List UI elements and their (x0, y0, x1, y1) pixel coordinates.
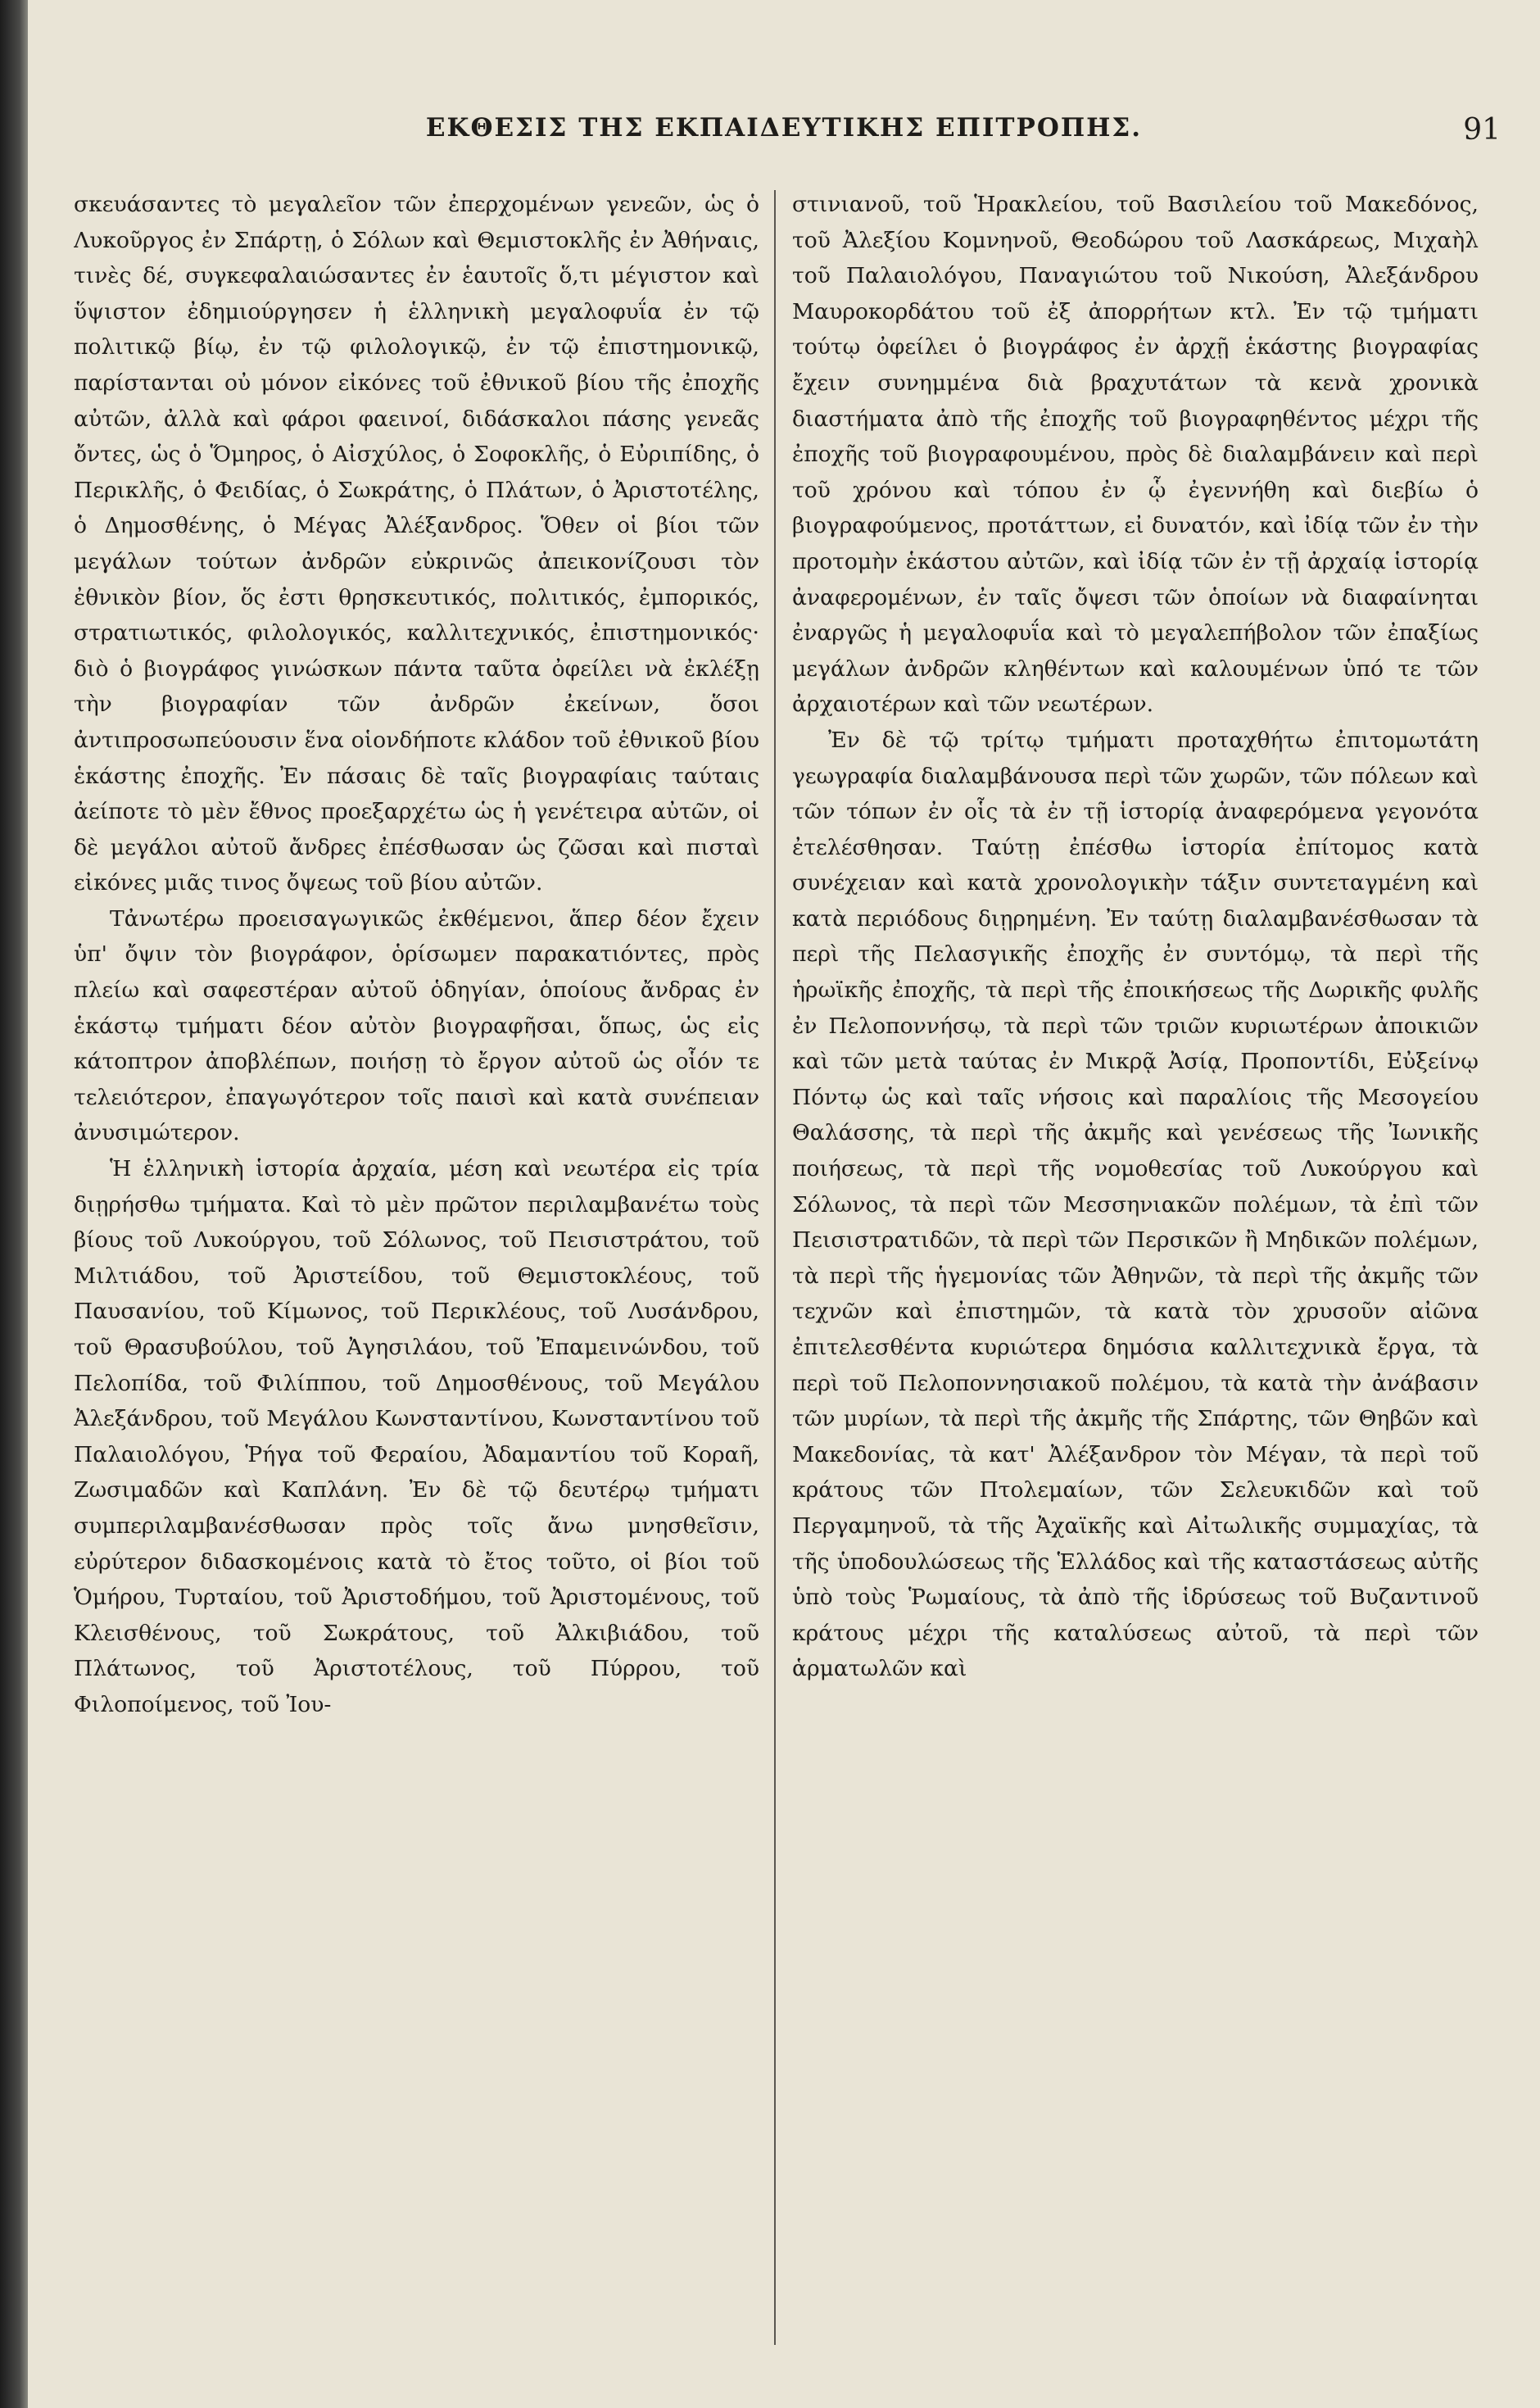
right-paragraph-2: Ἐν δὲ τῷ τρίτῳ τμήματι προταχθήτω ἐπιτομωτάτη γεωγραφία διαλαμβάνουσα περὶ τῶν χωρῶν, τῶν πόλεων καὶ τῶν τόπων ἐν οἷς τὰ ἐν τῇ ἱστορίᾳ ἀναφερόμενα γεγονότα ἐτελέσθησαν. Ταύτῃ ἐπέσθω ἱστορία ἐπίτομος κατὰ συνέχειαν καὶ κατὰ χρονολογικὴν τάξιν συντεταγμένη καὶ κατὰ περιόδους διῃρημένη. Ἐν ταύτῃ διαλαμβανέσθωσαν τὰ περὶ τῆς Πελασγικῆς ἐποχῆς ἐν συντόμῳ, τὰ περὶ τῆς ἡρωϊκῆς ἐποχῆς, τὰ περὶ τῆς ἐποικήσεως τῆς Δωρικῆς φυλῆς ἐν Πελοποννήσῳ, τὰ περὶ τῶν τριῶν κυριωτέρων ἀποικιῶν καὶ τῶν μετὰ ταύτας ἐν Μικρᾷ Ἀσίᾳ, Προποντίδι, Εὐξείνῳ Πόντῳ ὡς καὶ ταῖς νήσοις καὶ παραλίοις τῆς Μεσογείου Θαλάσσης, τὰ περὶ τῆς ἀκμῆς καὶ γενέσεως τῆς Ἰωνικῆς ποιήσεως, τὰ περὶ τῆς νομοθεσίας τοῦ Λυκούργου καὶ Σόλωνος, τὰ περὶ τῶν Μεσσηνιακῶν πολέμων, τὰ ἐπὶ τῶν Πεισιστρατιδῶν, τὰ περὶ τῶν Περσικῶν ἢ Μηδικῶν πολέμων, τὰ περὶ τῆς ἡγεμονίας τῶν Ἀθηνῶν, τὰ περὶ τῆς ἀκμῆς τῶν τεχνῶν καὶ ἐπιστημῶν, τὰ κατὰ τὸν χρυσοῦν αἰῶνα ἐπιτελεσθέντα κυριώτερα δημόσια καλλιτεχνικὰ ἔργα, τὰ περὶ τοῦ Πελοποννησιακοῦ πολέμου, τὰ κατὰ τὴν ἀνάβασιν τῶν μυρίων, τὰ περὶ τῆς ἀκμῆς τῆς Σπάρτης, τῶν Θηβῶν καὶ Μακεδονίας, τὰ κατ' Ἀλέξανδρον τὸν Μέγαν, τὰ περὶ τοῦ κράτους τῶν Πτολεμαίων, τῶν Σελευκιδῶν καὶ τοῦ Περγαμηνοῦ, τὰ τῆς Ἀχαϊκῆς καὶ Αἰτωλικῆς συμμαχίας, τὰ τῆς ὑποδουλώσεως τῆς Ἑλλάδος καὶ τῆς καταστάσεως αὐτῆς ὑπὸ τοὺς Ῥωμαίους, τὰ ἀπὸ τῆς ἱδρύσεως τοῦ Βυζαντινοῦ κράτους μέχρι τῆς καταλύσεως αὐτοῦ, τὰ περὶ τῶν ἁρματωλῶν καὶ (792, 727, 1479, 1682)
right-paragraph-1: στινιανοῦ, τοῦ Ἡρακλείου, τοῦ Βασιλείου τοῦ Μακεδόνος, τοῦ Ἀλεξίου Κομνηνοῦ, Θεοδώρου τοῦ Λασκάρεως, Μιχαὴλ τοῦ Παλαιολόγου, Παναγιώτου τοῦ Νικούση, Ἀλεξάνδρου Μαυροκορδάτου τοῦ ἐξ ἀπορρήτων κτλ. Ἐν τῷ τμήματι τούτῳ ὀφείλει ὁ βιογράφος ἐν ἀρχῇ ἑκάστης βιογραφίας ἔχειν συνημμένα διὰ βραχυτάτων τὰ κενὰ χρονικὰ διαστήματα ἀπὸ τῆς ἐποχῆς τοῦ βιογραφηθέντος μέχρι τῆς ἐποχῆς τοῦ βιογραφουμένου, πρὸς δὲ διαλαμβάνειν καὶ περὶ τοῦ χρόνου καὶ τόπου ἐν ᾧ ἐγεννήθη καὶ διεβίω ὁ βιογραφούμενος, προτάττων, εἰ δυνατόν, καὶ ἰδίᾳ τῶν ἐν τὴν προτομὴν ἑκάστου αὐτῶν, καὶ ἰδίᾳ τῶν ἐν τῇ ἀρχαίᾳ ἱστορίᾳ ἀναφερομένων, ἐν ταῖς ὄψεσι τῶν ὁποίων νὰ διαφαίνηται ἐναργῶς ἡ μεγαλοφυΐα καὶ τὸ μεγαλεπήβολον τῶν ἐπαξίως μεγάλων ἀνδρῶν κληθέντων καὶ καλουμένων ὑπό τε τῶν ἀρχαιοτέρων καὶ τῶν νεωτέρων. (792, 192, 1479, 718)
page-header (28, 113, 1540, 162)
page-number: 91 (1463, 113, 1501, 147)
right-column (792, 187, 1479, 2366)
left-paragraph-3: Ἡ ἑλληνικὴ ἱστορία ἀρχαία, μέση καὶ νεωτέρα εἰς τρία διῃρήσθω τμήματα. Καὶ τὸ μὲν πρῶτον περιλαμβανέτω τοὺς βίους τοῦ Λυκούργου, τοῦ Σόλωνος, τοῦ Πεισιστράτου, τοῦ Μιλτιάδου, τοῦ Ἀριστείδου, τοῦ Θεμιστοκλέους, τοῦ Παυσανίου, τοῦ Κίμωνος, τοῦ Περικλέους, τοῦ Λυσάνδρου, τοῦ Θρασυβούλου, τοῦ Ἀγησιλάου, τοῦ Ἐπαμεινώνδου, τοῦ Πελοπίδα, τοῦ Φιλίππου, τοῦ Δημοσθένους, τοῦ Μεγάλου Ἀλεξάνδρου, τοῦ Μεγάλου Κωνσταντίνου, Κωνσταντίνου τοῦ Παλαιολόγου, Ῥήγα τοῦ Φεραίου, Ἀδαμαντίου τοῦ Κοραῆ, Ζωσιμαδῶν καὶ Καπλάνη. Ἐν δὲ τῷ δευτέρῳ τμήματι συμπεριλαμβανέσθωσαν πρὸς τοῖς ἄνω μνησθεῖσιν, εὐρύτερον διδασκομένοις κατὰ τὸ ἔτος τοῦτο, οἱ βίοι τοῦ Ὁμήρου, Τυρταίου, τοῦ Ἀριστοδήμου, τοῦ Ἀριστομένους, τοῦ Κλεισθένους, τοῦ Σωκράτους, τοῦ Ἀλκιβιάδου, τοῦ Πλάτωνος, τοῦ Ἀριστοτέλους, τοῦ Πύρρου, τοῦ Φιλοποίμενος, τοῦ Ἰου- (74, 1156, 759, 1717)
scan-edge (0, 0, 28, 2408)
running-title: ΕΚΘΕΣΙΣ ΤΗΣ ΕΚΠΑΙΔΕΥΤΙΚΗΣ ΕΠΙΤΡΟΠΗΣ. (425, 113, 1143, 143)
left-paragraph-1: σκευάσαντες τὸ μεγαλεῖον τῶν ἐπερχομένων γενεῶν, ὡς ὁ Λυκοῦργος ἐν Σπάρτῃ, ὁ Σόλων καὶ Θεμιστοκλῆς ἐν Ἀθήναις, τινὲς δέ, συγκεφαλαιώσαντες ἐν ἑαυτοῖς ὅ,τι μέγιστον καὶ ὕψιστον ἐδημιούργησεν ἡ ἑλληνικὴ μεγαλοφυΐα ἐν τῷ πολιτικῷ βίῳ, ἐν τῷ φιλολογικῷ, ἐν τῷ ἐπιστημονικῷ, παρίστανται οὐ μόνον εἰκόνες τοῦ ἐθνικοῦ βίου τῆς ἐποχῆς αὐτῶν, ἀλλὰ καὶ φάροι φαεινοί, διδάσκαλοι πάσης γενεᾶς ὄντες, ὡς ὁ Ὅμηρος, ὁ Αἰσχύλος, ὁ Σοφοκλῆς, ὁ Εὐριπίδης, ὁ Περικλῆς, ὁ Φειδίας, ὁ Σωκράτης, ὁ Πλάτων, ὁ Ἀριστοτέλης, ὁ Δημοσθένης, ὁ Μέγας Ἀλέξανδρος. Ὅθεν οἱ βίοι τῶν μεγάλων τούτων ἀνδρῶν εὐκρινῶς ἀπεικονίζουσι τὸν ἐθνικὸν βίον, ὅς ἐστι θρησκευτικός, πολιτικός, ἐμπορικός, στρατιωτικός, φιλολογικός, καλλιτεχνικός, ἐπιστημονικός· διὸ ὁ βιογράφος γινώσκων πάντα ταῦτα ὀφείλει νὰ ἐκλέξῃ τὴν βιογραφίαν τῶν ἀνδρῶν ἐκείνων, ὅσοι ἀντιπροσωπεύουσιν ἕνα οἱονδήποτε κλάδον τοῦ ἐθνικοῦ βίου ἑκάστης ἐποχῆς. Ἐν πάσαις δὲ ταῖς βιογραφίαις ταύταις ἀείποτε τὸ μὲν ἔθνος προεξαρχέτω ὡς ἡ γενέτειρα αὐτῶν, οἱ δὲ μεγάλοι αὐτοῦ ἄνδρες ἐπέσθωσαν ὡς ζῶσαι καὶ πισταὶ εἰκόνες μιᾶς τινος ὄψεως τοῦ βίου αὐτῶν. (74, 192, 759, 896)
column-divider (774, 190, 776, 2345)
book-page (28, 0, 1540, 2408)
left-column (74, 187, 759, 2366)
left-paragraph-2: Τἀνωτέρω προεισαγωγικῶς ἐκθέμενοι, ἅπερ δέον ἔχειν ὑπ' ὄψιν τὸν βιογράφον, ὁρίσωμεν παρακατιόντες, πρὸς πλείω καὶ σαφεστέραν αὐτοῦ ὁδηγίαν, ὁποίους ἄνδρας ἐν ἑκάστῳ τμήματι δέον αὐτὸν βιογραφῆσαι, ὅπως, ὡς εἰς κάτοπτρον ἀποβλέπων, ποιήσῃ τὸ ἔργον αὐτοῦ ὡς οἷόν τε τελειότερον, ἐπαγωγότερον τοῖς παισὶ καὶ κατὰ συνέπειαν ἀνυσιμώτερον. (74, 905, 759, 1146)
